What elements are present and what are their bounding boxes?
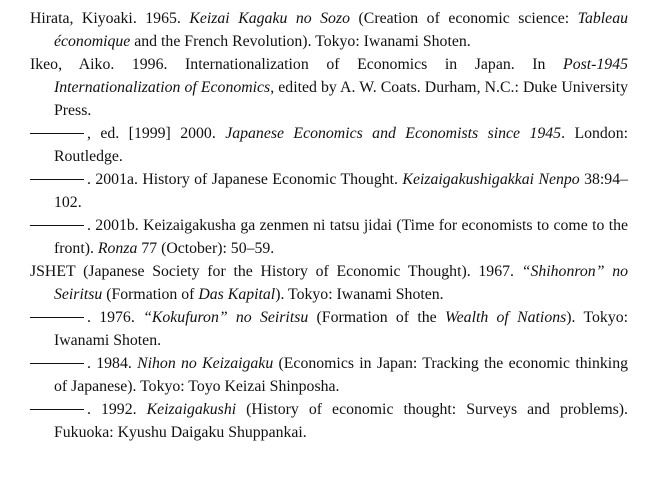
entry-title: “Shihonron” no Seiritsu [54,263,629,303]
entry-text: (Formation of [102,286,199,303]
entry-text-tail: ). Tokyo: Iwanami Shoten. [54,309,629,349]
entry-text: (Economics in Japan: Tracking the economic thinking of Japanese). Tokyo: Toyo Keizai Shinposha. [54,355,628,395]
entry-title-secondary: Das Kapital [198,286,276,303]
bibliography [30,7,628,444]
entry-title: “Kokufuron” no Seiritsu [143,309,309,326]
entry-text: . London: Routledge. [54,125,628,165]
reference-entry [30,306,628,352]
ditto-dash [30,225,84,226]
ditto-dash [30,409,84,410]
entry-text-tail: and the French Revolution). Tokyo: Iwanami Shoten. [130,33,471,50]
entry-title: Post-1945 Internationalization of Economics [54,56,628,96]
reference-entry [30,260,628,306]
entry-text: (Formation of the [308,309,445,326]
reference-entry [30,352,628,398]
entry-text-tail: ). Tokyo: Iwanami Shoten. [275,286,444,303]
entry-author-year: . 2001a. History of Japanese Economic Thought. [87,171,403,188]
entry-title-secondary: Wealth of Nations [444,309,567,326]
entry-title-secondary: Tableau économique [54,10,628,50]
entry-text: 38:94–102. [54,171,629,211]
entry-author-year: JSHET (Japanese Society for the History of Economic Thought). 1967. [30,263,522,280]
reference-entry [30,7,628,53]
entry-text: , edited by A. W. Coats. Durham, N.C.: Duke University Press. [54,79,629,119]
ditto-dash [30,317,84,318]
entry-text: (Creation of economic science: [350,10,578,27]
ditto-dash [30,133,84,134]
entry-author-year: , ed. [1999] 2000. [87,125,226,142]
entry-author-year: . 1976. [87,309,144,326]
entry-author-year: . 2001b. Keizaigakusha ga zenmen ni tatsu jidai (Time for economists to come to the front). [54,217,628,257]
entry-author-year: . 1992. [87,401,147,418]
reference-entry [30,168,628,214]
entry-title: Keizaigakushigakkai Nenpo [402,171,580,188]
entry-text: 77 (October): 50–59. [137,240,275,257]
entry-author-year: Ikeo, Aiko. 1996. Internationalization of Economics in Japan. In [30,56,564,73]
ditto-dash [30,179,84,180]
entry-title: Keizai Kagaku no Sozo [189,10,351,27]
entry-title: Nihon no Keizaigaku [137,355,274,372]
ditto-dash [30,363,84,364]
entry-author-year: Hirata, Kiyoaki. 1965. [30,10,190,27]
reference-entry [30,53,628,122]
reference-entry [30,214,628,260]
reference-entry [30,398,628,444]
entry-title: Japanese Economics and Economists since 1945 [225,125,562,142]
entry-title: Keizaigakushi [146,401,237,418]
entry-text: (History of economic thought: Surveys and problems). Fukuoka: Kyushu Daigaku Shuppankai. [54,401,629,441]
entry-title: Ronza [97,240,138,257]
reference-entry [30,122,628,168]
entry-author-year: . 1984. [87,355,138,372]
